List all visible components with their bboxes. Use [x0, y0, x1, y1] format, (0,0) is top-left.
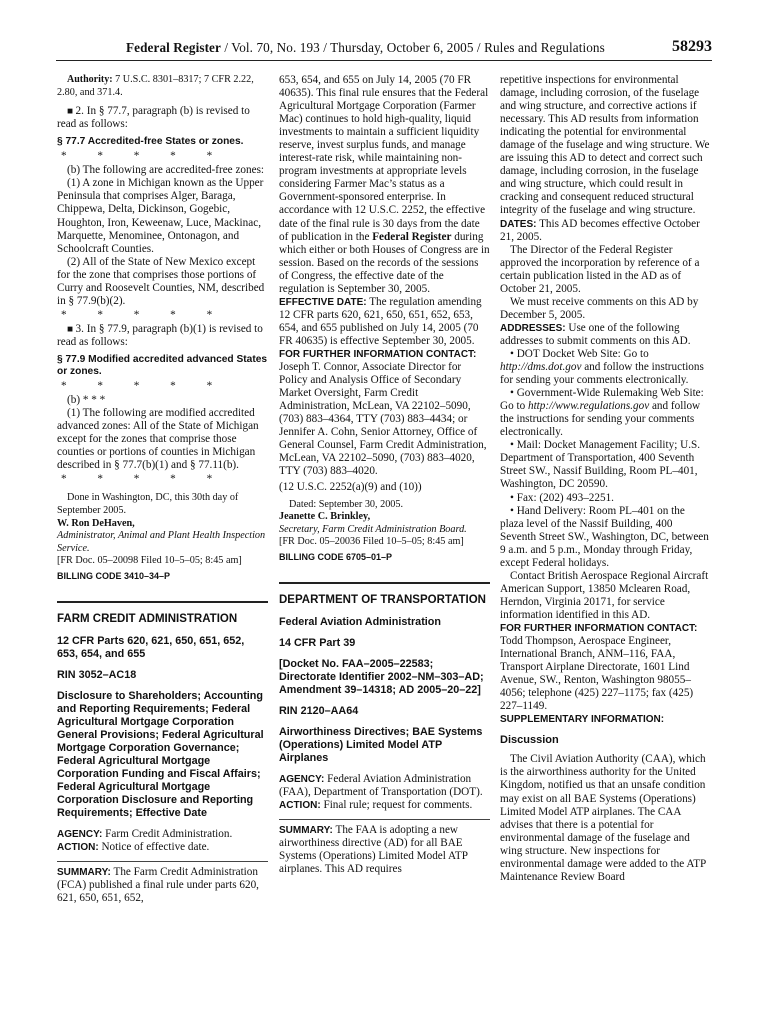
section-rule: [279, 582, 490, 584]
summary-continued: 653, 654, and 655 on July 14, 2005 (70 FR 40635). This final rule ensures that the Federal Agricultural Mortgage Corporation (Farmer Mac) continues to hold high-quality, liquid investments to maintain a sufficient liquidity reserve, invest surplus funds, and manage interest-rate risk, while maintaining non-program investments at appropriate levels considering Farmer Mac’s status as a Government-sponsored enterprise. In accordance with 12 U.S.C. 2252, the effective date of the final rule is 30 days from the date of publication in the Federal Register during which either or both Houses of Congress are in session. Based on the records of the sessions of Congress, the effective date of the regulation is September 30, 2005.: [279, 74, 490, 295]
issue-info: / Vol. 70, No. 193 / Thursday, October 6, 2005 / Rules and Regulations: [220, 40, 605, 55]
cfr-part: 14 CFR Part 39: [279, 636, 356, 649]
ffi-label: FOR FURTHER INFORMATION CONTACT:: [500, 622, 698, 634]
supplementary-label: SUPPLEMENTARY INFORMATION:: [500, 714, 665, 726]
journal-name: Federal Register: [126, 40, 221, 55]
comments-deadline: We must receive comments on this AD by December 5, 2005.: [500, 295, 699, 321]
dated-line: Dated: September 30, 2005.: [289, 498, 404, 510]
square-bullet-icon: ■: [67, 106, 76, 118]
department-heading: DEPARTMENT OF TRANSPORTATION: [279, 593, 486, 606]
action-line: ACTION: Notice of effective date.: [57, 841, 210, 854]
page-header: [56, 38, 712, 61]
divider: [279, 819, 490, 820]
rin: RIN 3052–AC18: [57, 669, 137, 682]
address-bullet-hand: • Hand Delivery: Room PL–401 on the plaza level of the Nassif Building, 400 Seventh Street SW., Washington, DC, between 9 a.m. and 5 p.m., Monday through Friday, except Federal holidays.: [500, 504, 709, 569]
divider: [57, 861, 268, 862]
address-bullet-fax: • Fax: (202) 493–2251.: [510, 491, 614, 504]
director-note: The Director of the Federal Register approved the incorporation by reference of a certain publication listed in the AD as of October 21, 2005.: [500, 243, 700, 295]
column-1: [57, 74, 268, 905]
bullet-icon: •: [510, 387, 517, 400]
summary-continued: repetitive inspections for environmental damage, including corrosion, of the fuselage and wing structure, and corrective actions if necessary. This AD results from information indicating the potential for environmental damage of the fuselage and wing structure. We are issuing this AD to detect and correct such damage, including corrosion, in the fuselage and wing structure, which could result in cracking and consequent reduced structural integrity of the fuselage and wing structure.: [500, 74, 710, 217]
paragraph-b2: (2) All of the State of New Mexico except for the zone that comprises those portions of Curry and Roosevelt Counties, NM, described in § 77.9(b)(2).: [57, 255, 265, 307]
signer-title: Administrator, Animal and Plant Health Inspection Service.: [57, 530, 266, 554]
address-bullet-mail: • Mail: Docket Management Facility; U.S. Department of Transportation, 400 Seventh Street SW., Nassif Building, Room PL–401, Washington, DC 20590.: [500, 439, 701, 491]
paragraph-b-short: (b) * * *: [67, 394, 106, 407]
bullet-icon: •: [510, 439, 517, 452]
ellipsis-stars: * * * * *: [61, 379, 227, 392]
agency-line: AGENCY: Farm Credit Administration.: [57, 828, 233, 841]
authority: Authority: 7 U.S.C. 8301–8317; 7 CFR 2.22, 2.80, and 371.4.: [57, 74, 254, 98]
dates: DATES: This AD becomes effective October 21, 2005.: [500, 217, 700, 243]
page-number: 58293: [672, 38, 712, 55]
amendment-3: ■ 3. In § 77.9, paragraph (b)(1) is revised to read as follows:: [57, 322, 263, 348]
rin: RIN 2120–AA64: [279, 704, 359, 717]
signer-name: W. Ron DeHaven,: [57, 517, 135, 529]
effective-date: EFFECTIVE DATE: The regulation amending 12 CFR parts 620, 621, 650, 651, 652, 653, 654, and 655 published on July 14, 2005 (70 FR 40635) is effective September 30, 2005.: [279, 295, 482, 347]
summary: SUMMARY: The FAA is adopting a new airworthiness directive (AD) for all BAE Systems (Operations) Limited Model ATP airplanes. This AD requires: [279, 824, 468, 876]
signer-name: Jeanette C. Brinkley,: [279, 511, 371, 523]
square-bullet-icon: ■: [67, 323, 76, 335]
rule-title: Disclosure to Shareholders; Accounting and Reporting Requirements; Federal Agricultural Mortgage Corporation General Provisions; Federal Agricultural Mortgage Corporation Governance; Federal Agricultural Mortgage Corporation Funding and Fiscal Affairs; Federal Agricultural Mortgage Corporation Disclosure and Reporting Requirements; Effective Date: [57, 690, 264, 820]
agency-line: AGENCY: Federal Aviation Administration (FAA), Department of Transportation (DOT).: [279, 772, 483, 799]
column-2: [279, 74, 490, 876]
discussion-heading: Discussion: [500, 734, 559, 747]
paragraph-b1: (1) A zone in Michigan known as the Upper Peninsula that comprises Alger, Baraga, Chippewa, Delta, Dickinson, Gogebic, Houghton, Iron, Keweenaw, Luce, Mackinac, Marquette, Menominee, Ontonagon, and Schoolcraft Counties.: [57, 177, 264, 255]
docket: [Docket No. FAA–2005–22583; Directorate Identifier 2002–NM–303–AD; Amendment 39–14318; AD 2005–20–22]: [279, 657, 484, 696]
address-bullet-regulations: • Government-Wide Rulemaking Web Site: Go to http://www.regulations.gov and follow the instructions for sending your comments electronically.: [500, 387, 704, 439]
paragraph-b: (b) The following are accredited-free zones:: [67, 164, 265, 177]
regulations-link[interactable]: http://www.regulations.gov: [527, 400, 650, 413]
sub-agency: Federal Aviation Administration: [279, 615, 441, 628]
bullet-icon: •: [510, 504, 517, 517]
address-bullet-web: • DOT Docket Web Site: Go to http://dms.dot.gov and follow the instructions for sending your comments electronically.: [500, 347, 704, 387]
billing-code: BILLING CODE 3410–34–P: [57, 570, 171, 581]
contact-paragraph: Contact British Aerospace Regional Aircraft American Support, 13850 Mclearen Road, Herndon, Virginia 20171, for service information identified in this AD.: [500, 569, 709, 621]
dms-link[interactable]: http://dms.dot.gov: [500, 361, 582, 374]
ellipsis-stars: * * * * *: [61, 150, 227, 163]
paragraph-b1-modified: (1) The following are modified accredited advanced zones: All of the State of Michigan except for the zones that comprise those counties or portions of counties in Michigan described in § 77.7(b)(1) and § 77.11(b).: [57, 407, 259, 472]
ellipsis-stars: * * * * *: [61, 473, 227, 486]
fr-doc: [FR Doc. 05–20036 Filed 10–5–05; 8:45 am]: [279, 536, 464, 548]
agency-heading: FARM CREDIT ADMINISTRATION: [57, 612, 238, 625]
discussion-text: The Civil Aviation Authority (CAA), which is the airworthiness authority for the United Kingdom, notified us that an unsafe condition may exist on all BAE Systems (Operations) Limited Model ATP airplanes. The CAA advises that there is a potential for environmental damage of the fuselage and wing structure. New inspections for environmental damage were added to the ATP Maintenance Review Board: [500, 753, 706, 883]
column-3: [500, 74, 711, 884]
rule-title: Airworthiness Directives; BAE Systems (Operations) Limited Model ATP Airplanes: [279, 725, 483, 764]
amendment-2: ■ 2. In § 77.7, paragraph (b) is revised to read as follows:: [57, 105, 250, 131]
section-rule: [57, 601, 268, 603]
section-77-7-heading: § 77.7 Accredited-free States or zones.: [57, 136, 244, 148]
addresses: ADDRESSES: Use one of the following addresses to submit comments on this AD.: [500, 321, 691, 347]
done-line: Done in Washington, DC, this 30th day of September 2005.: [57, 492, 239, 516]
fr-doc: [FR Doc. 05–20098 Filed 10–5–05; 8:45 am]: [57, 555, 242, 567]
ffi-text: Todd Thompson, Aerospace Engineer, International Branch, ANM–116, FAA, Transport Airplane Directorate, 1601 Lind Avenue, SW., Renton, Washington 98055–4056; telephone (425) 227–1175; fax (425) 227–1149.: [500, 635, 694, 713]
ellipsis-stars: * * * * *: [61, 308, 227, 321]
signer-title: Secretary, Farm Credit Administration Board.: [279, 523, 467, 535]
ffi-label: FOR FURTHER INFORMATION CONTACT:: [279, 348, 477, 360]
bullet-icon: •: [510, 491, 517, 504]
ffi-text: Joseph T. Connor, Associate Director for Policy and Analysis Office of Secondary Market Oversight, Farm Credit Administration, McLean, VA 22102–5090, (703) 883–4364, TTY (703) 883–4434; or Jennifer A. Cohn, Senior Attorney, Office of General Counsel, Farm Credit Administration, McLean, VA 22102–5090, (703) 883–4020, TTY (703) 883–4020.: [279, 361, 487, 478]
billing-code: BILLING CODE 6705–01–P: [279, 551, 393, 562]
usc-citation: (12 U.S.C. 2252(a)(9) and (10)): [279, 481, 422, 494]
summary: SUMMARY: The Farm Credit Administration (FCA) published a final rule under parts 620, 621, 650, 651, 652,: [57, 866, 259, 905]
cfr-parts: 12 CFR Parts 620, 621, 650, 651, 652, 653, 654, and 655: [57, 635, 245, 661]
action-line: ACTION: Final rule; request for comments.: [279, 799, 473, 812]
bullet-icon: •: [510, 347, 517, 360]
section-77-9-heading: § 77.9 Modified accredited advanced States or zones.: [57, 353, 268, 377]
